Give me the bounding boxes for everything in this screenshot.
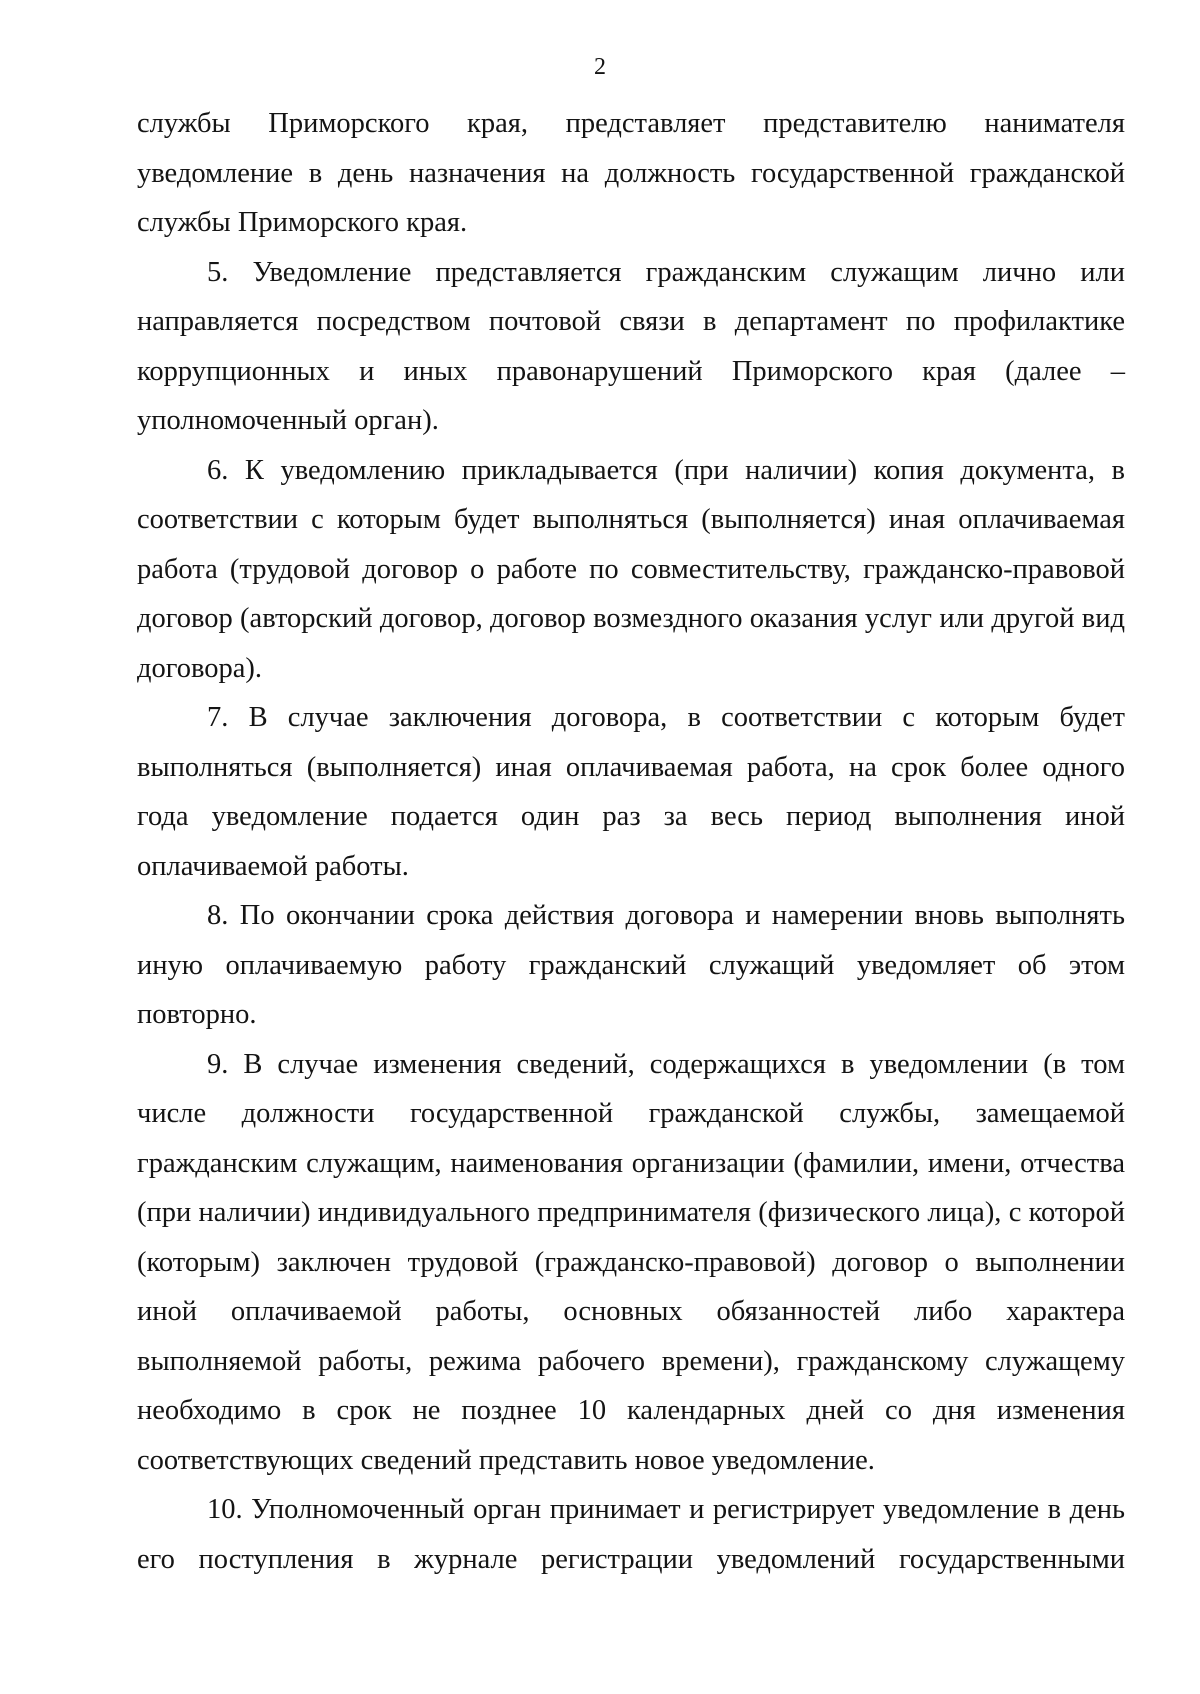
paragraph-continuation: службы Приморского края, представляет представителю нанимателя уведомление в день назначения на должность государственной гражданской службы Приморского края.: [137, 108, 1125, 238]
paragraph-5: 5. Уведомление представляется гражданским служащим лично или направляется посредством почтовой связи в департамент по профилактике коррупционных и иных правонарушений Приморского края (далее – уполномоченный орган).: [137, 256, 1125, 436]
paragraph-9: 9. В случае изменения сведений, содержащихся в уведомлении (в том числе должности государственной гражданской службы, замещаемой гражданским служащим, наименования организации (фамилии, имени, отчества (при наличии) индивидуального предпринимателя (физического лица), с которой (которым) заключен трудовой (гражданско-правовой) договор о выполнении иной оплачиваемой работы, основных обязанностей либо характера выполняемой работы, режима рабочего времени), гражданскому служащему необходимо в срок не позднее 10 календарных дней со дня изменения соответствующих сведений представить новое уведомление.: [137, 1048, 1125, 1476]
paragraph-10: 10. Уполномоченный орган принимает и регистрирует уведомление в день его поступления в журнале регистрации уведомлений государственными: [137, 1494, 1125, 1575]
paragraph-7: 7. В случае заключения договора, в соответствии с которым будет выполняться (выполняется) иная оплачиваемая работа, на срок более одного года уведомление подается один раз за весь период выполнения иной оплачиваемой работы.: [137, 702, 1125, 882]
paragraph-6: 6. К уведомлению прикладывается (при наличии) копия документа, в соответствии с которым будет выполняться (выполняется) иная оплачиваемая работа (трудовой договор о работе по совместительству, гражданско-правовой договор (авторский договор, договор возмездного оказания услуг или другой вид договора).: [137, 454, 1125, 684]
document-body: [137, 99, 1125, 1584]
page-number: 2: [594, 54, 606, 80]
paragraph-8: 8. По окончании срока действия договора и намерении вновь выполнять иную оплачиваемую работу гражданский служащий уведомляет об этом повторно.: [137, 900, 1125, 1030]
